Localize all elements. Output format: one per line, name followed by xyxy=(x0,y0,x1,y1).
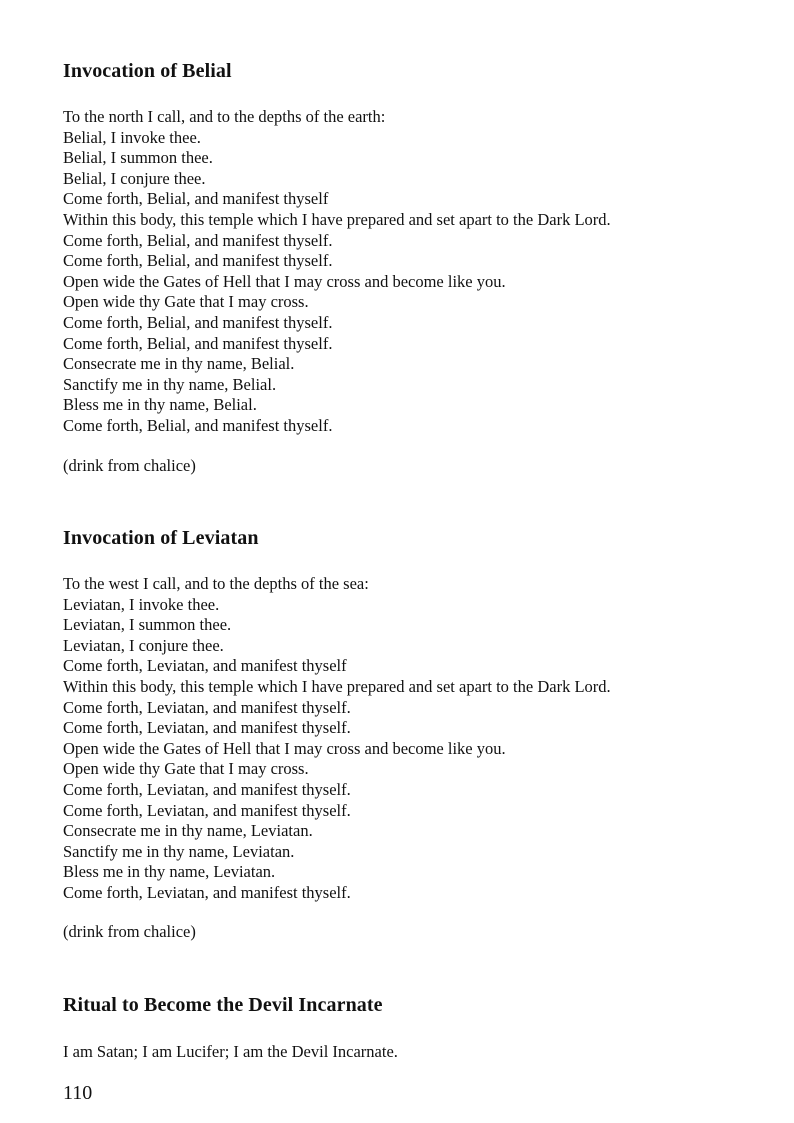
text-line: Belial, I invoke thee. xyxy=(63,127,201,147)
text-line: Come forth, Leviatan, and manifest thyself xyxy=(63,656,347,676)
text-line: Come forth, Leviatan, and manifest thyself. xyxy=(63,779,351,799)
text-line: Come forth, Belial, and manifest thyself xyxy=(63,189,329,209)
text-line: Leviatan, I conjure thee. xyxy=(63,635,224,655)
text-line: Consecrate me in thy name, Belial. xyxy=(63,354,295,374)
section-heading-belial: Invocation of Belial xyxy=(63,60,232,82)
ritual-text-line: I am Satan; I am Lucifer; I am the Devil Incarnate. xyxy=(63,1042,398,1061)
section-heading-leviatan: Invocation of Leviatan xyxy=(63,527,259,549)
text-line: Bless me in thy name, Leviatan. xyxy=(63,862,276,882)
text-line: Come forth, Belial, and manifest thyself. xyxy=(63,230,333,250)
stage-direction-note: (drink from chalice) xyxy=(63,922,196,941)
text-line: Open wide the Gates of Hell that I may cross and become like you. xyxy=(63,271,506,291)
text-line: Leviatan, I summon thee. xyxy=(63,615,232,635)
text-line: Come forth, Leviatan, and manifest thyself. xyxy=(63,882,351,902)
text-line: Leviatan, I invoke thee. xyxy=(63,594,220,614)
text-line: To the north I call, and to the depths of the earth: xyxy=(63,107,386,126)
page-number: 110 xyxy=(63,1082,93,1104)
text-line: Come forth, Leviatan, and manifest thyself. xyxy=(63,697,351,717)
text-line: Bless me in thy name, Belial. xyxy=(63,395,257,415)
text-line: Open wide thy Gate that I may cross. xyxy=(63,292,309,312)
text-line: To the west I call, and to the depths of the sea: xyxy=(63,574,369,593)
text-line: Open wide the Gates of Hell that I may cross and become like you. xyxy=(63,738,506,758)
text-line: Come forth, Belial, and manifest thyself. xyxy=(63,333,333,353)
leviatan-invocation-text xyxy=(63,574,611,904)
text-line: Sanctify me in thy name, Leviatan. xyxy=(63,841,295,861)
text-line: Consecrate me in thy name, Leviatan. xyxy=(63,821,313,841)
text-line: Belial, I summon thee. xyxy=(63,148,213,168)
text-line: Within this body, this temple which I have prepared and set apart to the Dark Lord. xyxy=(63,676,611,696)
text-line: Come forth, Belial, and manifest thyself. xyxy=(63,251,333,271)
text-line: Come forth, Leviatan, and manifest thyself. xyxy=(63,718,351,738)
text-line: Come forth, Belial, and manifest thyself. xyxy=(63,312,333,332)
text-line: Come forth, Leviatan, and manifest thyself. xyxy=(63,800,351,820)
stage-direction-note: (drink from chalice) xyxy=(63,456,196,475)
text-line: Come forth, Belial, and manifest thyself. xyxy=(63,415,333,435)
belial-invocation-text xyxy=(63,107,611,437)
text-line: Open wide thy Gate that I may cross. xyxy=(63,759,309,779)
section-heading-ritual: Ritual to Become the Devil Incarnate xyxy=(63,994,383,1016)
text-line: Belial, I conjure thee. xyxy=(63,168,206,188)
text-line: Sanctify me in thy name, Belial. xyxy=(63,374,277,394)
text-line: Within this body, this temple which I have prepared and set apart to the Dark Lord. xyxy=(63,209,611,229)
